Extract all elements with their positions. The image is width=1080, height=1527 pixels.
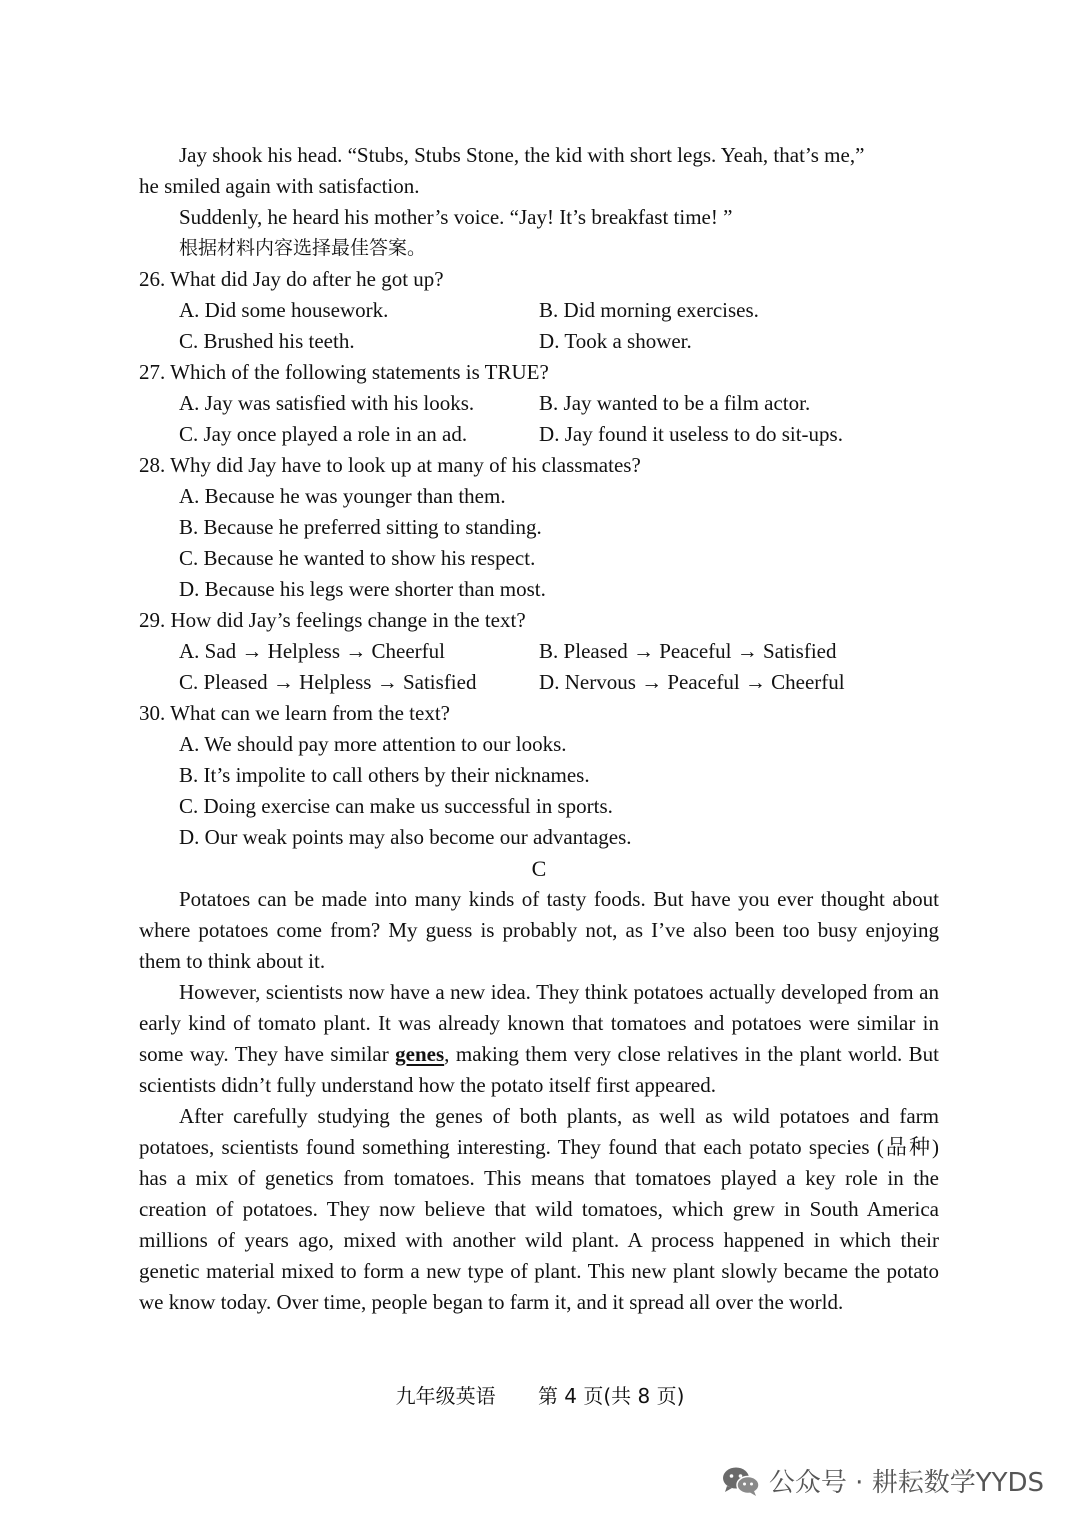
section-title: C [531,856,547,881]
option: C. Because he wanted to show his respect. [179,546,536,570]
instruction: 根据材料内容选择最佳答案。 [179,237,427,259]
question-stem: 29. How did Jay’s feelings change in the text? [139,608,526,632]
question-stem: 26. What did Jay do after he got up? [139,267,444,291]
footer-subject: 九年级英语 [395,1384,496,1408]
exam-page [139,140,939,1318]
passage-b-line: he smiled again with satisfaction. [139,174,420,198]
question-stem: 27. Which of the following statements is TRUE? [139,360,549,384]
option: A. We should pay more attention to our looks. [179,732,567,756]
option: B. Jay wanted to be a film actor. [539,391,811,415]
option: D. Nervous → Peaceful → Cheerful [539,670,845,694]
option: C. Brushed his teeth. [179,329,355,353]
option-row [139,388,939,419]
option-row [139,326,939,357]
option: B. It’s impolite to call others by their nicknames. [179,763,590,787]
option-row [139,419,939,450]
question-stem: 28. Why did Jay have to look up at many of his classmates? [139,453,641,477]
option-row [139,667,939,698]
option: B. Because he preferred sitting to standing. [179,515,542,539]
option: D. Our weak points may also become our advantages. [179,825,632,849]
paragraph [139,977,939,1101]
footer-page-number: 第 4 页(共 8 页) [537,1384,685,1408]
option: A. Jay was satisfied with his looks. [179,391,475,415]
question-stem: 30. What can we learn from the text? [139,701,450,725]
wechat-icon [721,1465,761,1497]
page-footer [0,1380,1080,1409]
passage-b-line: Jay shook his head. “Stubs, Stubs Stone, the kid with short legs. Yeah, that’s me,” [179,143,865,167]
option: C. Pleased → Helpless → Satisfied [179,670,477,694]
option-row [139,295,939,326]
paragraph-text: , making them very close relatives in the plant world. But scientists didn’t fully understand how the potato itself first appeared. [139,1042,940,1097]
option: A. Because he was younger than them. [179,484,506,508]
option: D. Because his legs were shorter than most. [179,577,546,601]
option: D. Took a shower. [539,329,692,353]
passage-b-line: Suddenly, he heard his mother’s voice. “Jay! It’s breakfast time! ” [179,205,733,229]
watermark-text: 公众号 · 耕耘数学YYDS [768,1468,1044,1498]
option: C. Doing exercise can make us successful in sports. [179,794,613,818]
option: B. Did morning exercises. [539,298,759,322]
paragraph-text: However, scientists now have a new idea. They think potatoes actually developed from an early kind of tomato plant. It was already known that tomatoes and potatoes were similar in some way. They have similar [139,980,939,1066]
paragraph: Potatoes can be made into many kinds of tasty foods. But have you ever thought about where potatoes come from? My guess is probably not, as I’ve also been too busy enjoying them to think about it. [139,887,939,973]
option: C. Jay once played a role in an ad. [179,422,468,446]
option: A. Sad → Helpless → Cheerful [179,639,445,663]
underlined-word: genes [395,1042,445,1066]
option: A. Did some housework. [179,298,389,322]
watermark [721,1462,1044,1499]
option: B. Pleased → Peaceful → Satisfied [539,639,837,663]
paragraph: After carefully studying the genes of both plants, as well as wild potatoes and farm potatoes, scientists found something interesting. They found that each potato species (品种) has a mix of genetics from tomatoes. This means that tomatoes played a key role in the creation of potatoes. They now believe that wild tomatoes, which grew in South America millions of years ago, mixed with another wild plant. A process happened in which their genetic material mixed to form a new type of plant. This new plant slowly became the potato we know today. Over time, people began to farm it, and it spread all over the world. [139,1104,939,1314]
option-row [139,636,939,667]
option: D. Jay found it useless to do sit-ups. [539,422,843,446]
